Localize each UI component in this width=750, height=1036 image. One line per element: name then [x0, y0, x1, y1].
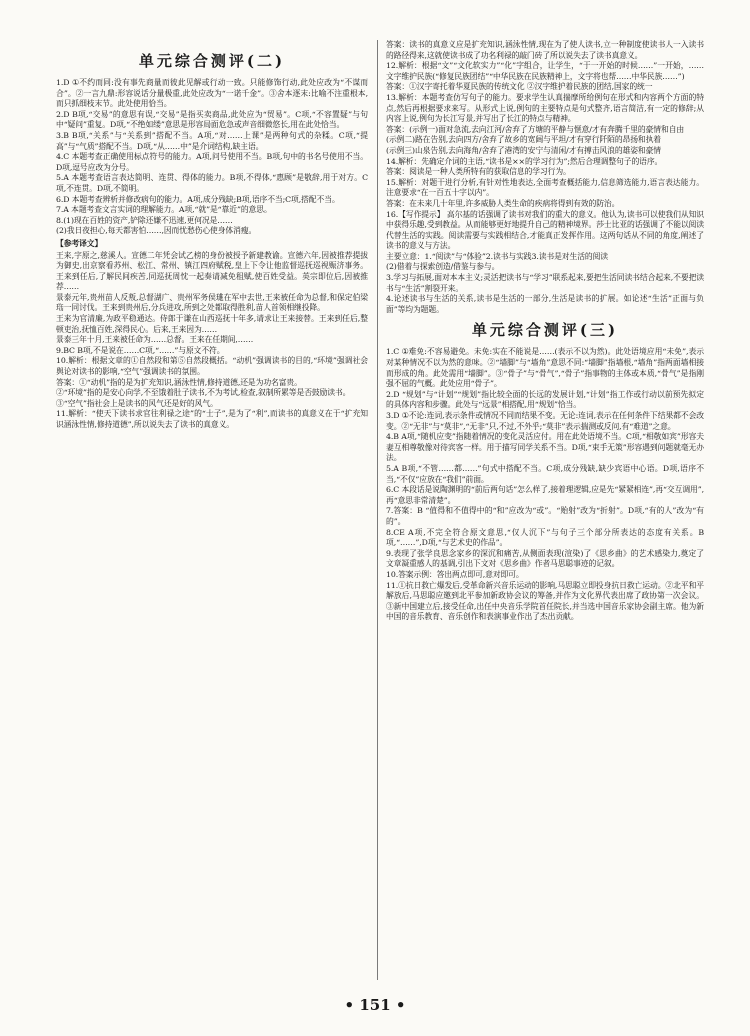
answer-paragraph: 答案：阅读是一种人类所特有的获取信息的学习行为。: [386, 167, 571, 177]
answer-paragraph: 1.C ①难免:不容易避免。未免:实在不能说是……(表示不以为然)。此处语境应用“未免”,表示对某种情况不以为然的意味。②“墙脚”与“墙角”意思不同:“墙脚”指墙根,“墙角”指两面墙相接而形成的角。此处需用“墙脚”。③“骨子”与“骨气”,“骨子”指事物的主体或本质,“骨气”是指刚强不屈的气概。此处应用“骨子”。: [386, 347, 704, 389]
answer-paragraph: 9.表现了张学良思念家乡的深沉和痛苦,从侧面表现(渲染)了《思乡曲》的艺术感染力,奠定了文章凝重感人的基调,引出下文对《思乡曲》作者马思聪事迹的记叙。: [386, 548, 704, 569]
translation-paragraph: 王来,字原之,慈溪人。宣德二年凭会试乙榜的身份被授予新建教谕。宣德六年,因被推荐提拔为御史,出京察看苏州、松江、常州、镇江四府赋税,皇上下令让他监督巡抚巡视赈济事务。王来到任后,了解民间疾苦,同巡抚周忱一起奏请减免租赋,使百姓受益。英宗即位后,因被推荐……: [56, 250, 368, 292]
answer-paragraph: 2.D “规划”与“计划”“规划”指比较全面的长远的发展计划,“计划”指工作或行动以前预先拟定的具体内容和步骤。此处与“远景”相搭配,用“规划”恰当。: [386, 389, 704, 410]
answer-paragraph: 12.解析：根据“文”“文化软实力”“化”字组合，让学生，“于一开始的时候……”一开始，……文字维护民族(“修复民族团结”“中华民族在民族精神上，文字将也帮……中华民族……”): [386, 61, 704, 81]
translation-paragraph: 王来为官清廉,为政平稳通达。侍郎于谦在山西巡抚十年多,请求让王来接替。王来到任后,整顿吏治,抚恤百姓,深得民心。后来,王来因为……: [56, 314, 368, 334]
answer-paragraph: 11.①抗日救亡爆发后,受革命新兴音乐运动的影响,马思聪立即投身抗日救亡运动。②北平和平解放后,马思聪应邀到北平参加新政协会议的筹备,并作为文化界代表出席了政协第一次会议。③新中国建立后,接受任命,出任中央音乐学院首任院长,并当选中国音乐家协会副主席。他为新中国的音乐教育、音乐创作和表演事业作出了杰出贡献。: [386, 580, 704, 622]
answer-paragraph: 答案：读书的真意义应是扩充知识,涵泳性情,现在为了使人读书,立一种制度使读书人一入读书的路径得来,这就使读书成了功名利禄的敲门砖了所以说失去了读书真意义。: [386, 40, 704, 60]
answer-paragraph: (示例二)路在告别,去向四方/舍弃了故乡的宽阔与平坦/才有穿行阡陌的昂扬和执着: [386, 135, 662, 145]
answer-paragraph: 13.解析：本题考查仿写句子的能力。要求学生认真揣摩所给例句在形式和内容两个方面的特点,然后再根据要求来写。从形式上说,例句的主要特点是句式整齐,语言简洁,有一定的修辞;从内容上说,例句为长江写景,并写出了长江的特点与精神。: [386, 92, 704, 124]
translation-block: [56, 251, 368, 431]
answer-paragraph: 11.解析：“使天下读书求官往利禄之途”的“士子”,是为了“利”,而读书的真意义在于“扩充知识涵泳性情,修持道德”,所以说失去了读书的真意义。: [56, 409, 368, 429]
answer-paragraph: 8.CE A项,不完全符合原文意思,“仅人沉下”与句子三个部分所表达的态度有关系。B项,“……”,D项,“与艺术史的作品”。: [386, 527, 704, 548]
answer-paragraph: 4.C 本题考查正确使用标点符号的能力。A项,问号使用不当。B项,句中的书名号使用不当。D项,逗号应改为分号。: [56, 152, 368, 172]
right-bottom-answers: [386, 347, 704, 622]
column-divider: [377, 40, 378, 980]
section-title-three: 单元综合测评(三): [471, 321, 619, 340]
answer-paragraph: (示例三)山泉告别,去向海角/舍弃了港湾的安宁与清闲/才有搏击风浪的雄姿和豪情: [386, 145, 662, 155]
answer-paragraph: 3.D ①不论:连词,表示条件或情况不同而结果不变。无论:连词,表示在任何条件下结果都不会改变。②“无非”与“莫非”,“无非”只,不过,不外乎;“莫非”表示揣测或反问,有“难道”之意。: [386, 411, 704, 431]
answer-paragraph: 6.C 本段话是说陶渊明的“前后两句话”怎么样了,接着理逻辑,应是先“紧紧相连”,再“交互调用”,再“意思非常清楚”。: [386, 485, 704, 505]
answer-paragraph: 4.论述读书与生活的关系,读书是生活的一部分,生活是读书的扩展。如论述“生活”正面与负面”等均为题题。: [386, 294, 704, 314]
left-column: [56, 40, 368, 980]
answer-paragraph: 3.B B项,“关系”与“关系到”搭配不当。A项,“对……上课”是两种句式的杂糅。C项,“提高”与“气质”搭配不当。D项,“从……中”是介词结构,缺主语。: [56, 130, 368, 151]
translation-paragraph: 景泰三年十月,王来被任命为……总督。王来在任期间,……: [56, 335, 254, 345]
answer-paragraph: 10.解析：根据文章的①自然段和第⑤自然段概括。“动机”强调读书的目的,“环境”强调社会舆论对读书的影响,“空气”强调读书的氛围。: [56, 356, 368, 377]
answer-paragraph: 4.B A项,“随机应变”指随着情况的变化灵活应付。用在此处语境不当。C项,“相敬如宾”形容夫妻互相尊敬像对待宾客一样。用于描写同学关系不当。D项,“束手无策”形容遇到问题就毫无办法。: [386, 432, 704, 463]
answer-paragraph: 答案：①“动机”指的是为扩充知识,涵泳性情,修持道德,还是为功名富贵。: [56, 377, 302, 387]
answer-paragraph: 答案：①汉字寄托着华夏民族的传统文化 ②汉字维护着民族的团结,国家的统一: [386, 82, 653, 92]
answer-paragraph: 15.解析：对题干进行分析,有针对性地表达,全面考查概括能力,信息筛选能力,语言表达能力。注意要求“在一百五十字以内”。: [386, 177, 704, 198]
answer-paragraph: (2)借着与探索创造/借鉴与参与。: [386, 262, 500, 272]
answer-paragraph: 5.A B项,“不管……都……”句式中搭配不当。C项,成分残缺,缺少宾语中心语。D项,语序不当,“不仅”应放在“我们”前面。: [386, 463, 704, 484]
answer-paragraph: 主要立意：1.“阅读”与“体验”2.读书与实践3.读书是对生活的阅读: [386, 251, 608, 261]
page-number: • 151 •: [344, 996, 406, 1014]
answer-paragraph: 8.(1)现在百姓的资产,铲除还嫌不迅速,更何况是……: [56, 215, 233, 225]
answer-paragraph: 7.答案：B “值得和不值得中的“和”应改为“或”。“贻射”改为“折射”。D项,“有的人”改为“有的”。: [386, 506, 704, 526]
answer-paragraph: 6.D 本题考查辨析并修改病句的能力。A项,成分残缺;B项,语序不当;C项,搭配不当。: [56, 194, 340, 204]
answer-paragraph: ③“空气”指社会上是读书的风气还是好的风气。: [56, 398, 218, 408]
reference-translation-heading: 【参考译文】: [56, 238, 103, 248]
answer-paragraph: (2)我日夜担心,每天都害怕……,因而忧愁伤心使身体消瘦。: [56, 226, 257, 236]
answer-paragraph: 9.BC B项,不是说在……C项,“……”与原文不符。: [56, 345, 225, 355]
answer-paragraph: 7.A 本题考查文言实词的理解能力。A项,“就”是“靠近”的意思。: [56, 205, 272, 215]
answer-paragraph: 16.【写作提示】 高尔基的话强调了读书对我们的重大的意义。他认为,读书可以使我们从知识中获得乐趣,受到教益。从而能够更好地提升自己的精神境界。莎士比亚的话强调了不能以阅读代替生活的实践。阅读需要与实践相结合,才能真正发挥作用。这两句话从不同的角度,阐述了读书的意义与方法。: [386, 209, 704, 251]
left-answers: [56, 78, 368, 237]
answer-paragraph: 3.学习与拓展,面对本本主义;灵活把读书与“学习”联系起来,要把生活同读书结合起来,不要把读书与“生活”割裂开来。: [386, 273, 704, 293]
answer-paragraph: 10.答案示例：答出两点即可,意对即可。: [386, 569, 524, 579]
answer-paragraph: 14.解析：先确定介词的主语,“读书是××的学习行为”;然后合理调整句子的语序。: [386, 156, 663, 166]
right-column: [386, 40, 704, 980]
answer-paragraph: 答案：(示例一)面对急流,去向江河/舍弃了方塘的平静与惬意/才有奔腾千里的豪情和自由: [386, 124, 685, 134]
answer-paragraph: 1.D ①不约而同:没有事先商量而彼此见解或行动一致。只能修饰行动,此处应改为“不谋而合”。②一言九鼎:形容说话分量极重,此处应改为“一诺千金”。③舍本逐末:比喻不注重根本,而只抓细枝末节。此处使用恰当。: [56, 78, 368, 109]
answer-paragraph: 2.D B项,“交易”的意思有误,“交易”是指买卖商品,此处应为“贸易”。C项,“不容置疑”与句中“疑问”重复。D项,“不绝如缕”意思是形容局面危急或声音细微悠长,用在此处恰当。: [56, 109, 368, 130]
translation-paragraph: 景泰元年,贵州苗人反叛,总督湖广、贵州军务侯璡在军中去世,王来被任命为总督,和保定伯梁珤一同讨伐。王来到贵州后,分兵进攻,所到之处都取得胜利,苗人首领相继投降。: [56, 292, 368, 313]
section-title-two: 单元综合测评(二): [138, 52, 286, 70]
right-top-answers: [386, 40, 704, 315]
answer-paragraph: 5.A 本题考查语言表达简明、连贯、得体的能力。B项,不得体,“惠顾”是敬辞,用于对方。C项,不连贯。D项,不简明。: [56, 173, 368, 193]
answer-paragraph: ②“环境”指的是安心向学,不至饿着肚子读书,不为考试,检查,叙制所累等是否鼓励读书。: [56, 388, 351, 398]
answer-paragraph: 答案：在未来几十年里,许多威胁人类生命的疾病将得到有效的防治。: [386, 198, 620, 208]
